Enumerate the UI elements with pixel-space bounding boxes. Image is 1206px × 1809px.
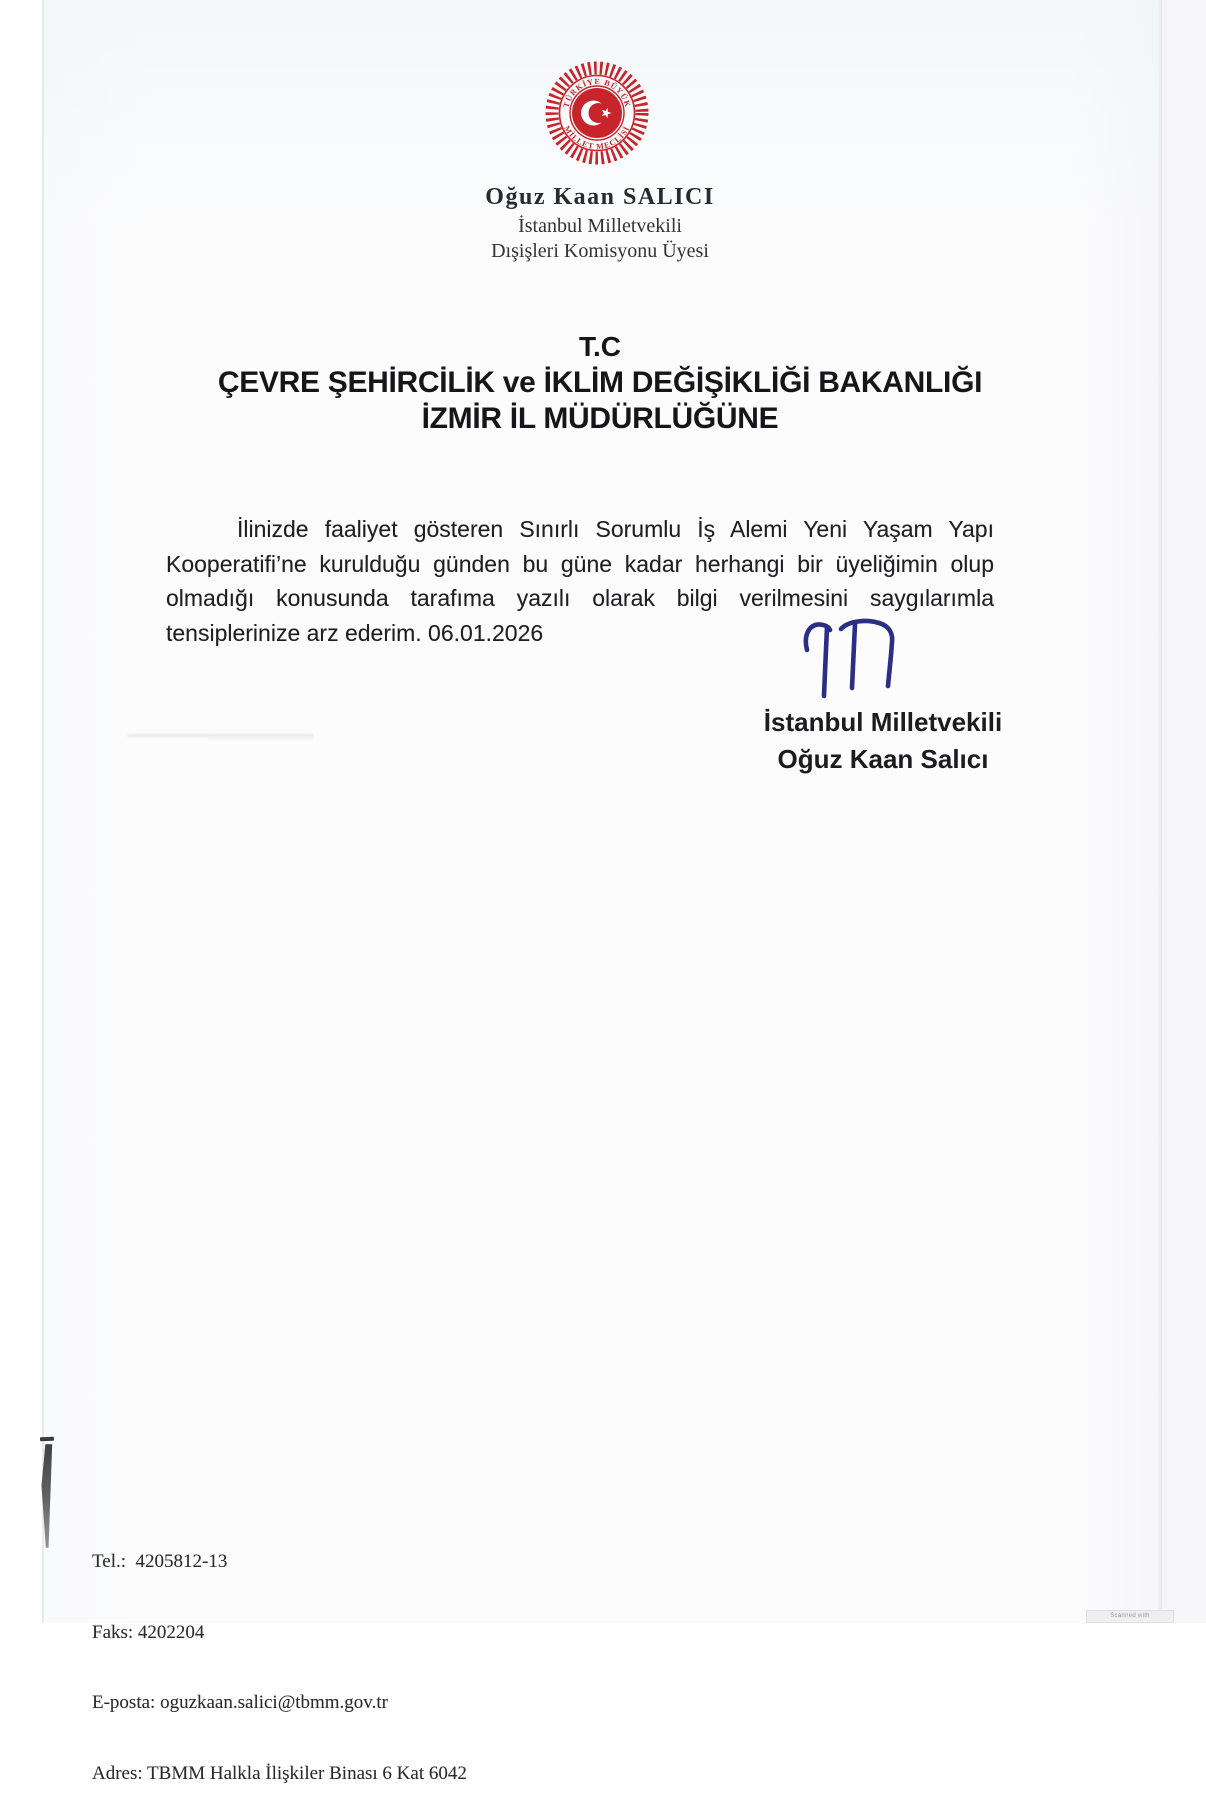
footer-faks: Faks: 4202204 (92, 1621, 205, 1643)
body-line-2: Kooperatifi’ne kurulduğu günden bu güne kadar herhangi bir üyeliğimin olup (166, 550, 994, 577)
scan-right-margin (1162, 0, 1206, 1623)
body-line-1: İlinizde faaliyet gösteren Sınırlı Sorumlu İş Alemi Yeni Yaşam Yapı (237, 516, 994, 542)
recipient-line-directorate: İZMİR İL MÜDÜRLÜĞÜNE (421, 402, 779, 435)
body-line-3: olmadığı konusunda tarafıma yazılı olarak bilgi verilmesini saygılarımla (166, 585, 994, 611)
scan-artifact-smudge (208, 737, 313, 739)
tbmm-seal-icon (542, 58, 652, 168)
handwritten-signature-icon (793, 616, 923, 706)
page-left-edge (42, 0, 44, 1623)
letterhead-name: Oğuz Kaan SALICI (485, 184, 715, 210)
letterhead-role-2: Dışişleri Komisyonu Üyesi (491, 240, 709, 262)
signature-name: Oğuz Kaan Salıcı (777, 744, 989, 774)
recipient-line-ministry: ÇEVRE ŞEHİRCİLİK ve İKLİM DEĞİŞİKLİĞİ BAKANLIĞI (217, 366, 983, 399)
footer-adres: Adres: TBMM Halkla İlişkiler Binası 6 Kat 6042 (92, 1762, 467, 1784)
body-line-4: tensiplerinize arz ederim. 06.01.2026 (166, 619, 544, 646)
seal-ring-text-top: TÜRKİYE BÜYÜK (561, 76, 633, 109)
recipient-line-tc: T.C (579, 331, 621, 362)
scan-artifact-tick (40, 1437, 54, 1441)
footer-contact (92, 1503, 467, 1809)
scan-watermark: Scanned with (1086, 1610, 1174, 1623)
footer-eposta: E-posta: oguzkaan.salici@tbmm.gov.tr (92, 1692, 388, 1713)
footer-tel: Tel.: 4205812-13 (92, 1551, 228, 1572)
letterhead-role-1: İstanbul Milletvekili (518, 215, 682, 237)
signature-title: İstanbul Milletvekili (763, 707, 1003, 737)
seal-ring-text-bottom: MİLLET MECLİSİ (562, 124, 632, 152)
